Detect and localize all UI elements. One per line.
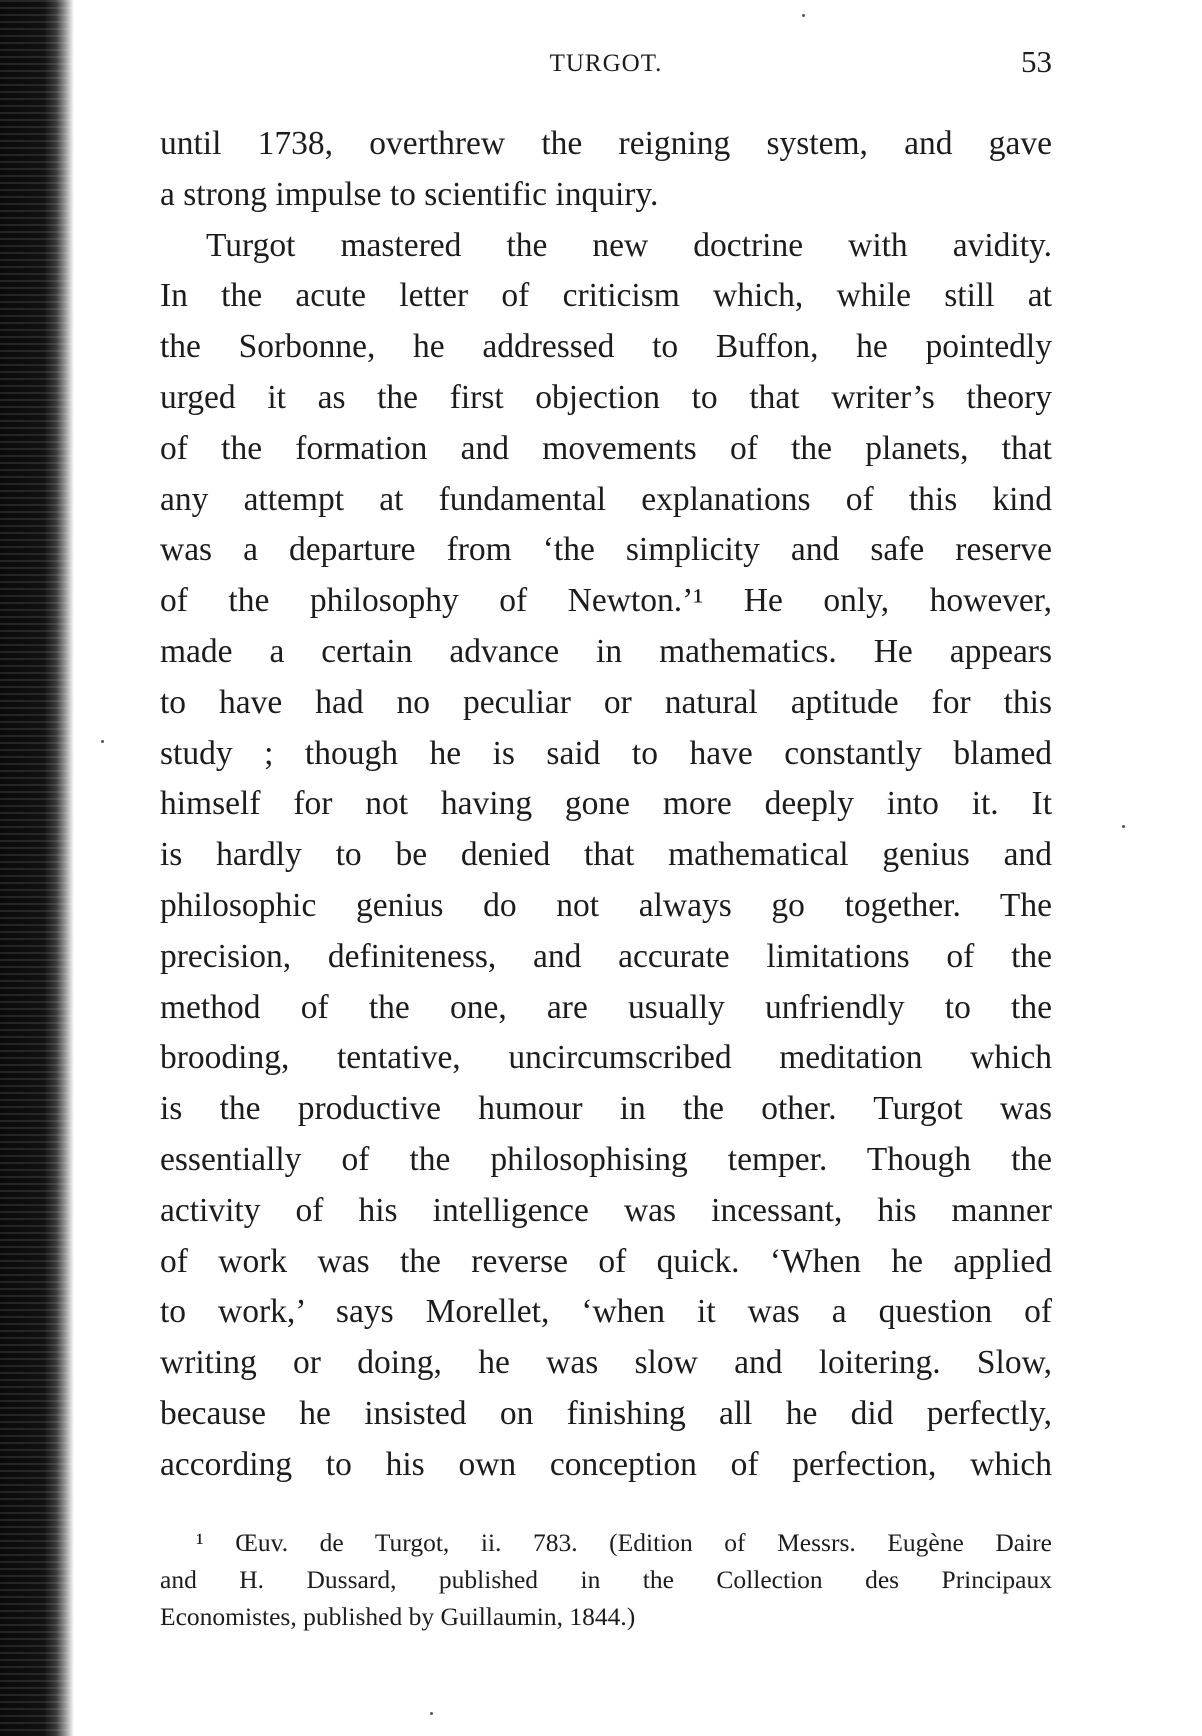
text-line: Turgot mastered the new doctrine with avidity. [206,226,1052,264]
text-line: study ; though he is said to have constantly blamed [160,734,1052,772]
text-line: essentially of the philosophising temper. Though the [160,1140,1052,1178]
text-line: until 1738, overthrew the reigning system, and gave [160,125,1052,162]
paper-speck [101,740,104,743]
text-line: philosophic genius do not always go together. The [160,886,1052,924]
text-line: any attempt at fundamental explanations of this kind [160,480,1052,518]
text-line: method of the one, are usually unfriendly to the [160,988,1052,1026]
footnote-line: Economistes, published by Guillaumin, 1844.) [160,1602,636,1631]
paper-speck [1122,825,1125,828]
text-line: to have had no peculiar or natural aptitude for this [160,683,1052,721]
paper-speck [802,14,805,17]
text-line: of work was the reverse of quick. ‘When he applied [160,1242,1052,1280]
text-line: In the acute letter of criticism which, while still at [160,277,1052,315]
text-line: made a certain advance in mathematics. He appears [160,632,1052,670]
book-binding-shadow [0,0,74,1736]
text-line: was a departure from ‘the simplicity and safe reserve [160,531,1052,569]
text-line: a strong impulse to scientific inquiry. [160,175,659,213]
footnote [160,1524,1052,1635]
text-line: writing or doing, he was slow and loitering. Slow, [160,1344,1052,1382]
text-line: because he insisted on finishing all he did perfectly, [160,1394,1052,1432]
running-title: TURGOT. [549,50,663,77]
text-line: of the philosophy of Newton.’¹ He only, however, [160,582,1052,620]
text-line: is hardly to be denied that mathematical genius and [160,836,1052,874]
text-line: activity of his intelligence was incessant, his manner [160,1191,1052,1229]
text-line: brooding, tentative, uncircumscribed meditation which [160,1039,1052,1077]
text-line: to work,’ says Morellet, ‘when it was a question of [160,1293,1052,1331]
text-line: himself for not having gone more deeply into it. It [160,785,1052,823]
text-line: urged it as the first objection to that writer’s theory [160,378,1052,416]
page-header [160,44,1052,84]
text-line: of the formation and movements of the planets, that [160,429,1052,467]
text-line: the Sorbonne, he addressed to Buffon, he pointedly [160,328,1052,366]
footnote-line: and H. Dussard, published in the Collection des Principaux [160,1565,1052,1594]
footnote-line: ¹ Œuv. de Turgot, ii. 783. (Edition of Messrs. Eugène Daire [196,1528,1052,1557]
text-line: is the productive humour in the other. Turgot was [160,1090,1052,1128]
paper-speck [430,1712,433,1715]
text-line: precision, definiteness, and accurate limitations of the [160,937,1052,975]
text-line: according to his own conception of perfection, which [160,1445,1052,1483]
body-text [160,119,1052,1491]
page-number: 53 [1021,44,1052,79]
